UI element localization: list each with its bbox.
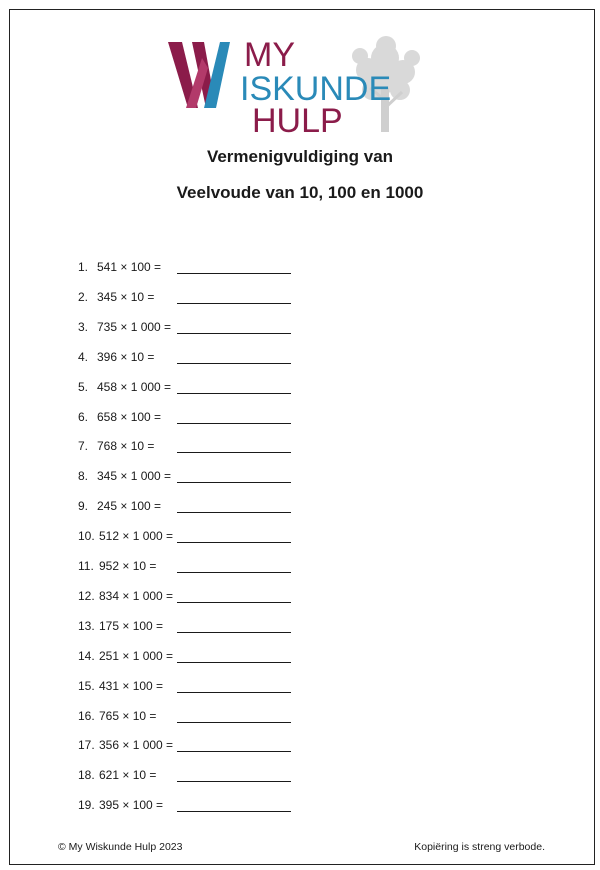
exercise-number: 4. [78,349,89,364]
answer-line[interactable] [177,273,291,274]
exercise-number: 19. [78,798,95,813]
exercise-row [78,557,338,577]
answer-line[interactable] [177,393,291,394]
exercise-number: 2. [78,289,89,304]
exercise-row [78,796,338,816]
answer-line[interactable] [177,423,291,424]
exercise-number: 10. [78,529,95,544]
exercise-row [78,408,338,428]
answer-line[interactable] [177,482,291,483]
exercise-row [78,647,338,667]
exercise-number: 16. [78,708,95,723]
answer-line[interactable] [177,303,291,304]
exercise-number: 5. [78,379,89,394]
answer-line[interactable] [177,542,291,543]
exercise-expression: 345 × 1 000 = [97,469,172,484]
exercise-number: 13. [78,618,95,633]
w-letter-mark [168,42,230,108]
exercise-expression: 952 × 10 = [99,559,157,573]
my-wiskunde-hulp-logo [160,28,440,138]
logo-line-iskunde: ISKUNDE [240,70,392,108]
exercise-expression: 735 × 1 000 = [97,319,172,334]
footer-notice: Kopiëring is streng verbode. [414,841,545,853]
exercise-number: 8. [78,469,89,484]
exercise-number: 9. [78,499,89,514]
exercise-row [78,617,338,637]
footer-copyright: © My Wiskunde Hulp 2023 [58,841,183,853]
exercise-expression: 768 × 10 = [97,439,155,454]
exercise-expression: 251 × 1 000 = [99,648,174,663]
answer-line[interactable] [177,781,291,782]
exercise-expression: 245 × 100 = [97,499,162,514]
exercise-row [78,288,338,308]
exercise-expression: 458 × 1 000 = [97,379,172,394]
exercise-expression: 395 × 100 = [99,798,164,813]
answer-line[interactable] [177,692,291,693]
exercise-expression: 512 × 1 000 = [99,529,174,544]
worksheet-title-line-1: Vermenigvuldiging van [206,147,394,166]
answer-line[interactable] [177,662,291,663]
exercise-number: 18. [78,768,95,783]
answer-line[interactable] [177,452,291,453]
exercise-row [78,736,338,756]
exercise-expression: 765 × 10 = [99,708,157,723]
exercise-row [78,707,338,727]
exercise-row [78,587,338,607]
exercise-row [78,677,338,697]
exercise-number: 17. [78,738,95,753]
exercise-row [78,318,338,338]
exercise-expression: 175 × 100 = [99,618,164,633]
exercise-row [78,437,338,457]
exercise-expression: 345 × 10 = [97,289,155,304]
exercise-number: 1. [78,260,89,274]
worksheet-title-line-2: Veelvoude van 10, 100 en 1000 [176,183,424,202]
answer-line[interactable] [177,751,291,752]
exercise-number: 6. [78,409,89,424]
exercise-expression: 834 × 1 000 = [99,588,174,603]
exercise-expression: 396 × 10 = [97,349,155,364]
answer-line[interactable] [177,333,291,334]
answer-line[interactable] [177,722,291,723]
logo-line-my: MY [244,36,295,74]
exercise-number: 3. [78,319,89,334]
answer-line[interactable] [177,811,291,812]
exercise-number: 14. [78,648,95,663]
answer-line[interactable] [177,363,291,364]
exercise-expression: 658 × 100 = [97,409,162,424]
exercise-expression: 541 × 100 = [97,260,162,274]
exercise-number: 7. [78,439,89,454]
exercise-number: 11. [78,559,94,573]
exercise-row [78,766,338,786]
logo-line-hulp: HULP [252,102,343,138]
answer-line[interactable] [177,632,291,633]
exercise-expression: 356 × 1 000 = [99,738,174,753]
exercise-expression: 621 × 10 = [99,768,157,783]
exercise-row [78,497,338,517]
exercise-expression: 431 × 100 = [99,678,164,693]
exercise-row [78,527,338,547]
answer-line[interactable] [177,512,291,513]
exercise-row [78,348,338,368]
answer-line[interactable] [177,602,291,603]
exercise-number: 12. [78,588,95,603]
exercise-row [78,467,338,487]
exercise-number: 15. [78,678,95,693]
exercise-row [78,378,338,398]
answer-line[interactable] [177,572,291,573]
exercise-row [78,258,338,278]
